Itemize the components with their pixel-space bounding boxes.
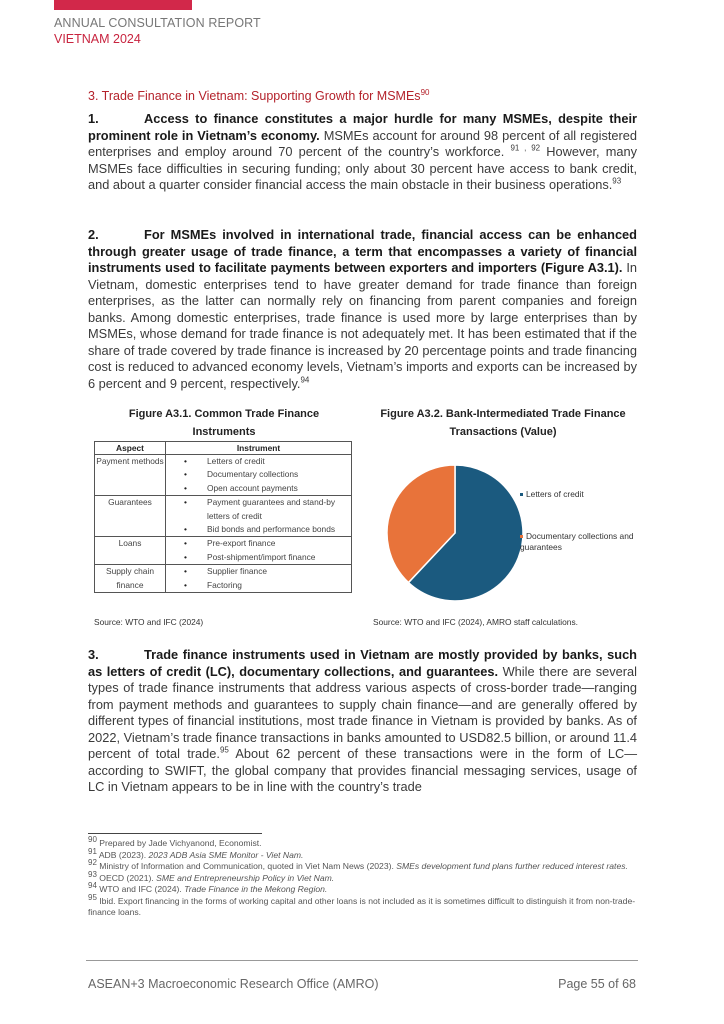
footnote-text: WTO and IFC (2024). [99,884,185,894]
figure-a31-source: Source: WTO and IFC (2024) [94,617,204,627]
footnote [88,858,637,873]
footnote-number: 92 [88,858,97,868]
footer-divider [86,960,638,961]
footnote-ref[interactable]: 93 [612,176,622,186]
footnote-number: 95 [88,892,97,902]
report-title: ANNUAL CONSULTATION REPORT [54,16,261,30]
instrument-item: • Post-shipment/import finance [166,551,351,564]
instrument-item: • Documentary collections [166,468,351,481]
paragraph-text: In Vietnam, domestic enterprises tend to have greater demand for trade finance than foreign enterprises, as the latter can normally rely on financing from parent companies and foreign banks. Among domestic enterprises, trade finance is used more by large enterprises than by MSMEs, whose demand for trade finance is not adequately met. It has been estimated that if the share of trade covered by trade finance is increased by 20 percentage points and trade financing cost is reduced to advanced economy levels, Vietnam’s imports and exports can be increased by 6 percent and 9 percent, respectively. [88,260,637,391]
table-row [95,455,352,496]
instrument-list [166,455,351,495]
section-title [88,89,429,103]
footnote-number: 91 [88,846,97,856]
footnote-number: 93 [88,869,97,879]
report-country-year: VIETNAM 2024 [54,32,141,46]
instrument-item: • Bid bonds and performance bonds [166,523,351,536]
footnote-number: 90 [88,835,97,845]
instrument-item: • Factoring [166,579,351,592]
paragraph-lead: Access to finance constitutes a major hurdle for many MSMEs, despite their prominent role in Vietnam’s economy. [88,111,637,143]
footnote [88,846,637,862]
figure-a31-title: Figure A3.1. Common Trade Finance Instruments [128,408,320,438]
page-number: Page 55 of 68 [558,977,636,991]
legend-item-letters-of-credit [520,489,584,500]
footnote-text: Ibid. Export financing in the forms of working capital and other loans is not included as it is sometimes difficult to distinguish it from non-trade-finance loans. [88,895,636,917]
footnote-text: Prepared by Jade Vichyanond, Economist. [99,838,262,848]
table-header-instrument: Instrument [166,442,352,455]
footnotes [88,835,637,919]
legend-item-documentary-collections [520,531,638,553]
instrument-item: • Payment guarantees and stand-by letters of credit [166,496,351,523]
aspect-cell: Loans [95,537,166,565]
paragraph-number: 1. [88,111,99,126]
paragraph-2 [88,227,637,392]
paragraph-number: 2. [88,227,99,242]
footnote-text: OECD (2021). [99,872,157,883]
aspect-cell: Payment methods [95,455,166,496]
footnote-title: SME and Entrepreneurship Policy in Viet Nam. [156,872,335,883]
table-row [95,565,352,593]
footer-organization: ASEAN+3 Macroeconomic Research Office (AMRO) [88,977,379,991]
aspect-cell: Supply chain finance [95,565,166,593]
footnote-ref[interactable]: 91 , 92 [510,143,541,153]
instrument-item: • Letters of credit [166,455,351,468]
footnote [88,881,637,896]
instrument-item: • Pre-export finance [166,537,351,550]
footnote-text: Ministry of Information and Communication, quoted in Viet Nam News (2023). [99,861,397,871]
instrument-cell [166,537,352,565]
paragraph-text: MSMEs account for around 98 percent of all registered enterprises and employ around 70 percent of the country’s workforce. [88,127,638,159]
instrument-item: • Supplier finance [166,565,351,578]
legend-swatch [520,493,523,496]
pie-chart [380,458,530,608]
footnote [88,869,637,885]
table-row [95,537,352,565]
instrument-list [166,565,351,592]
instrument-list [166,537,351,564]
table-row [95,496,352,537]
footnote-title: Trade Finance in the Mekong Region. [184,884,328,894]
footnote-ref[interactable]: 90 [420,87,430,97]
figure-a32-title: Figure A3.2. Bank-Intermediated Trade Finance Transactions (Value) [380,408,626,438]
figure-a31-table [94,441,352,593]
instrument-cell [166,565,352,593]
footnote [88,835,637,850]
legend-label: Documentary collections and guarantees [520,531,634,552]
paragraph-lead: For MSMEs involved in international trade, financial access can be enhanced through greater usage of trade finance, a term that encompasses a variety of financial instruments used to facilitate payments between exporters and importers (Figure A3.1). [88,227,637,275]
footnote-number: 94 [88,881,97,891]
footnote-title: SMEs development fund plans further reduced interest rates. [396,861,628,871]
instrument-list [166,496,351,536]
paragraph-3 [88,647,637,796]
paragraph-text: While there are several types of trade finance instruments that address various aspects of cross-border trade—ranging from payment methods and guarantees to supply chain finance—and are generally offered by different types of financial institutions, most trade finance in Vietnam is provided by banks. As of 2022, Vietnam’s trade finance transactions in banks amounted to USD82.5 billion, or around 11.4 percent of total trade. [88,663,638,761]
figure-a32-source: Source: WTO and IFC (2024), AMRO staff calculations. [373,617,578,627]
instrument-item: • Open account payments [166,482,351,495]
footnote-title: 2023 ADB Asia SME Monitor - Viet Nam. [148,849,304,860]
instrument-cell [166,455,352,496]
footnote-divider [88,833,262,834]
section-title-text: 3. Trade Finance in Vietnam: Supporting Growth for MSMEs [88,89,421,103]
paragraph-1 [88,111,637,194]
paragraph-lead: Trade finance instruments used in Vietnam are mostly provided by banks, such as letters of credit (LC), documentary collections, and guarantees. [88,647,637,679]
legend-label: Letters of credit [526,489,584,499]
footnote-text: ADB (2023). [98,849,149,860]
table-header-aspect: Aspect [95,442,166,455]
instrument-cell [166,496,352,537]
header-accent-bar [54,0,192,10]
footnote [88,892,637,919]
paragraph-number: 3. [88,647,99,662]
aspect-cell: Guarantees [95,496,166,537]
footnote-ref[interactable]: 95 [219,745,229,755]
table-body [95,455,352,593]
paragraph-text: However, many MSMEs face difficulties in securing funding; only about 30 percent have access to bank credit, and about a quarter consider financial access the main obstacle in their business operations. [88,144,637,192]
legend-swatch [520,535,523,538]
footnote-ref[interactable]: 94 [300,375,310,385]
paragraph-text: About 62 percent of these transactions were in the form of LC—according to SWIFT, the global company that provides financial messaging services, usage of LC in Vietnam appears to be in line with the country’s trade [88,746,638,794]
